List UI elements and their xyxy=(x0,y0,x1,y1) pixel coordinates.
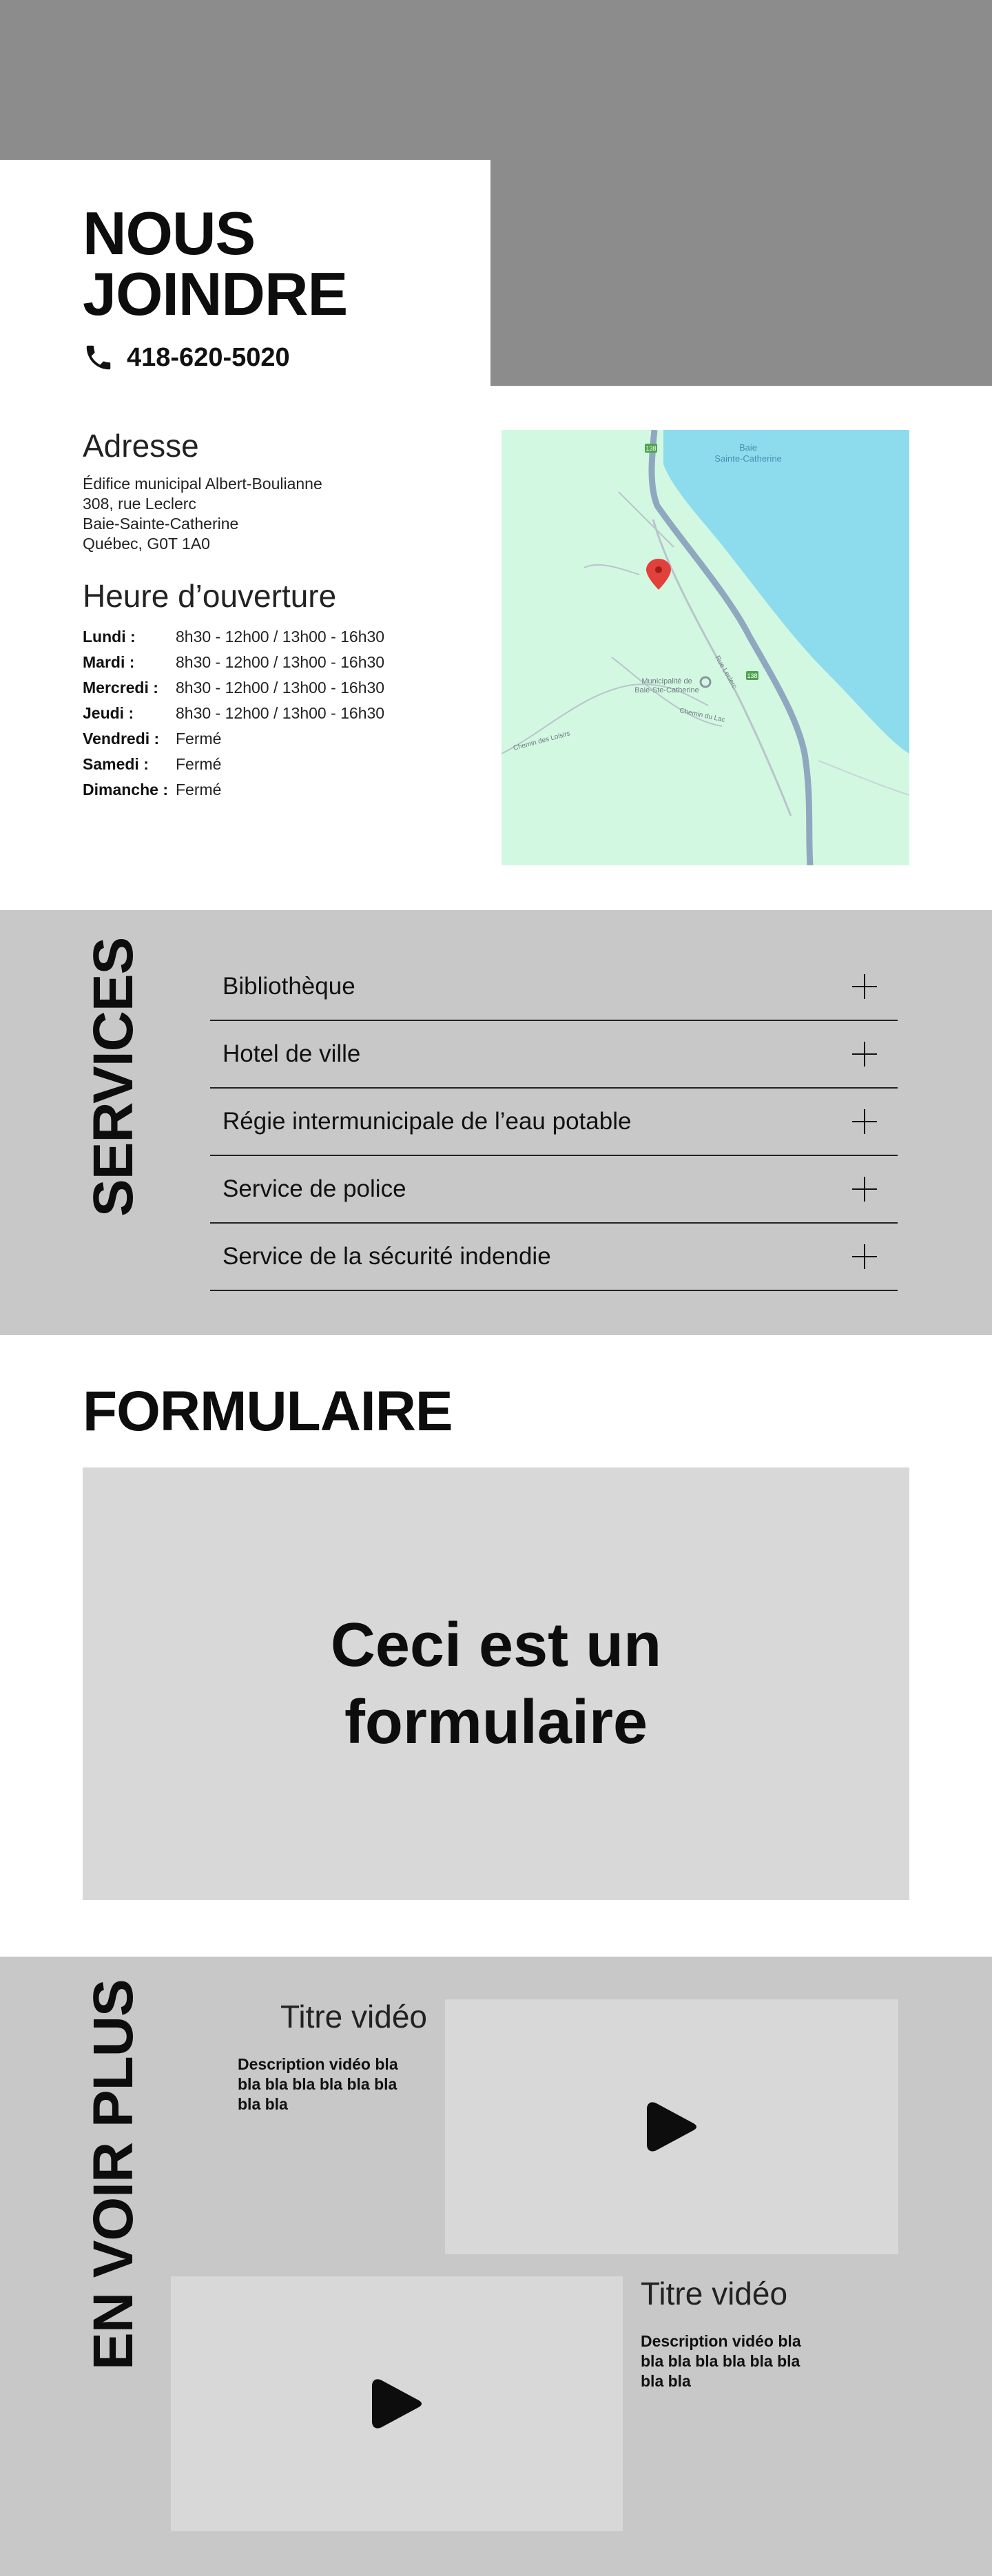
map-label-road: Chemin du Lac xyxy=(679,707,726,724)
form-heading: FORMULAIRE xyxy=(83,1380,453,1443)
video-player[interactable] xyxy=(445,1999,898,2254)
services-heading: SERVICES xyxy=(82,937,145,1217)
map-label-road: Rue Leclerc xyxy=(713,655,738,690)
plus-icon[interactable] xyxy=(852,974,877,999)
address-line: Baie-Sainte-Catherine xyxy=(83,515,239,533)
address-line: Québec, G0T 1A0 xyxy=(83,535,210,553)
hours-day: Dimanche : xyxy=(83,781,168,798)
hours-time: 8h30 - 12h00 / 13h00 - 16h30 xyxy=(176,653,385,671)
hours-day: Mardi : xyxy=(83,653,135,671)
address-line: 308, rue Leclerc xyxy=(83,495,196,513)
video-description: Description vidéo bla bla bla bla bla bla bla bla bla xyxy=(641,2332,801,2390)
hours-time: Fermé xyxy=(176,730,222,748)
hours-day: Vendredi : xyxy=(83,730,160,748)
play-icon[interactable] xyxy=(372,2378,422,2430)
form-placeholder[interactable] xyxy=(83,1467,909,1900)
plus-icon[interactable] xyxy=(852,1042,877,1067)
play-icon[interactable] xyxy=(647,2101,696,2153)
hours-day: Samedi : xyxy=(83,755,149,773)
accordion-item-hotel-de-ville[interactable] xyxy=(210,1021,898,1089)
hours-table xyxy=(83,624,468,803)
video-description: Description vidéo bla bla bla bla bla bla bla bla bla xyxy=(238,2055,398,2113)
hours-row xyxy=(83,752,468,777)
hours-row xyxy=(83,726,468,752)
hours-time: 8h30 - 12h00 / 13h00 - 16h30 xyxy=(176,679,385,697)
page-title-line-1: NOUS xyxy=(83,199,256,267)
accordion-item-bibliotheque[interactable] xyxy=(210,954,898,1021)
map-road xyxy=(818,761,909,795)
map-label-route: 138 xyxy=(645,445,657,452)
phone-link[interactable] xyxy=(83,342,290,373)
hours-time: 8h30 - 12h00 / 13h00 - 16h30 xyxy=(176,628,385,646)
video-title: Titre vidéo xyxy=(641,2276,788,2311)
accordion-item-regie-eau-potable[interactable] xyxy=(210,1089,898,1156)
accordion-item-label: Service de la sécurité indendie xyxy=(223,1243,551,1270)
map-label-bay: Baie xyxy=(738,442,758,453)
map-label-municipality: Municipalité de xyxy=(641,677,692,686)
hours-day: Mercredi : xyxy=(83,679,158,697)
page-title-line-2: JOINDRE xyxy=(83,260,348,328)
accordion-item-label: Bibliothèque xyxy=(223,973,355,1000)
accordion-item-label: Régie intermunicipale de l’eau potable xyxy=(223,1108,632,1135)
hours-row xyxy=(83,777,468,803)
phone-number: 418-620-5020 xyxy=(127,342,290,372)
accordion-item-police[interactable] xyxy=(210,1156,898,1224)
hours-heading: Heure d’ouverture xyxy=(83,578,337,614)
videos-heading: EN VOIR PLUS xyxy=(82,1979,145,2370)
hours-time: 8h30 - 12h00 / 13h00 - 16h30 xyxy=(176,704,385,722)
hours-row xyxy=(83,701,468,726)
map-label-route: 138 xyxy=(747,672,758,679)
services-accordion xyxy=(210,954,898,1291)
hours-day: Jeudi : xyxy=(83,704,134,722)
hours-day: Lundi : xyxy=(83,628,136,646)
page-title xyxy=(83,199,348,328)
plus-icon[interactable] xyxy=(852,1177,877,1202)
hours-time: Fermé xyxy=(176,755,222,773)
video-player[interactable] xyxy=(171,2276,623,2531)
phone-icon xyxy=(83,342,114,373)
video-title: Titre vidéo xyxy=(280,1999,427,2034)
accordion-item-securite-incendie[interactable] xyxy=(210,1224,898,1291)
address-block xyxy=(83,474,468,554)
hours-row xyxy=(83,624,468,650)
plus-icon[interactable] xyxy=(852,1109,877,1134)
contact-info xyxy=(83,427,468,803)
plus-icon[interactable] xyxy=(852,1244,877,1269)
map-label-bay: Sainte-Catherine xyxy=(714,453,782,464)
location-map[interactable] xyxy=(502,430,909,865)
accordion-item-label: Service de police xyxy=(223,1175,406,1202)
hours-time: Fermé xyxy=(176,781,222,798)
address-line: Édifice municipal Albert-Boulianne xyxy=(83,475,322,493)
map-pin-icon[interactable] xyxy=(646,559,671,590)
accordion-item-label: Hotel de ville xyxy=(223,1040,361,1067)
map-road xyxy=(584,565,639,575)
hours-row xyxy=(83,650,468,675)
map-label-municipality: Baie-Ste-Catherine xyxy=(634,686,699,694)
form-placeholder-text: Ceci est un formulaire xyxy=(330,1611,662,1757)
address-heading: Adresse xyxy=(83,428,199,464)
hours-row xyxy=(83,675,468,701)
map-poi-icon xyxy=(701,677,710,687)
map-label-road: Chemin des Loisirs xyxy=(512,730,571,752)
map-pin-dot xyxy=(655,566,662,573)
